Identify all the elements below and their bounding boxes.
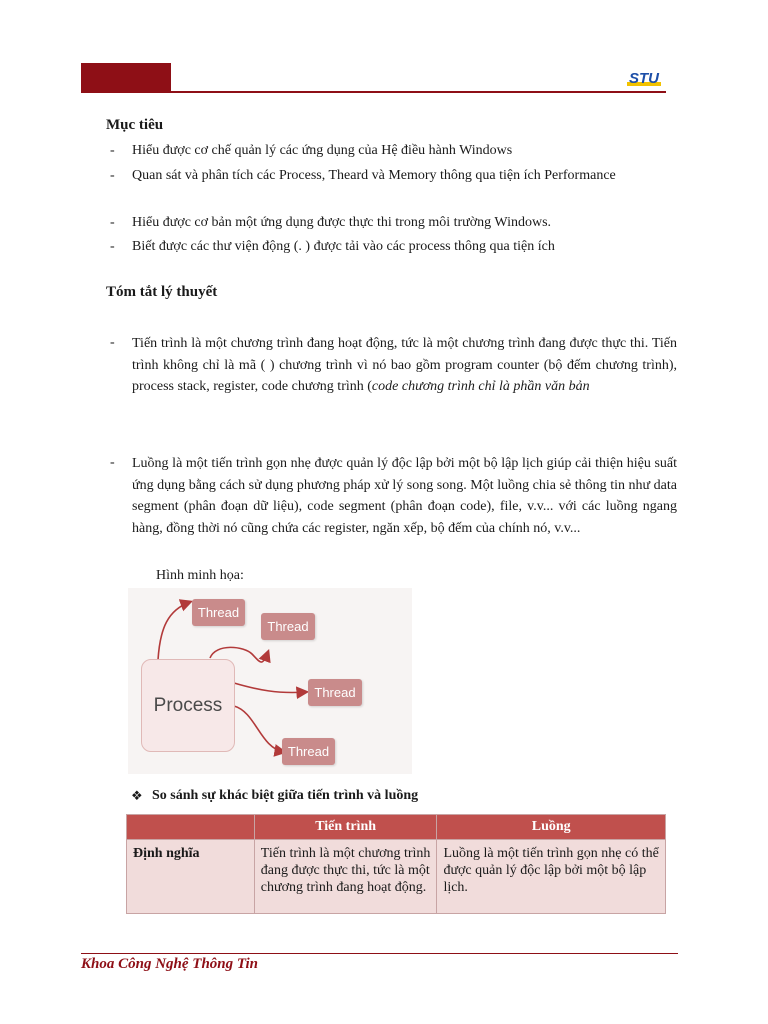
- stu-logo: [626, 68, 662, 88]
- diamond-bullet: ❖: [131, 788, 143, 803]
- objective-item: Hiểu được cơ chế quản lý các ứng dụng của Hệ điều hành Windows: [132, 143, 513, 158]
- table-header-row: [127, 815, 666, 840]
- objective-item: Hiểu được cơ bản một ứng dụng được thực thi trong môi trường Windows.: [132, 215, 552, 230]
- table-cell: Luồng là một tiến trình gọn nhẹ có thể được quản lý độc lập bởi một bộ lập lịch.: [437, 840, 666, 914]
- thread-box: Thread: [308, 679, 362, 706]
- process-box: Process: [141, 659, 235, 752]
- table-cell: Tiến trình là một chương trình đang được thực thi, tức là một chương trình đang hoạt động.: [254, 840, 437, 914]
- header-rule: [81, 91, 666, 93]
- process-definition-text: Tiến trình là một chương trình đang hoạt động, tức là một chương trình đang được thực thi. Tiến trình không chỉ là mã ( ) chương trình vì nó bao gồm program counter (bộ đếm chương trình), process stack, register, code chương trình (: [132, 336, 677, 394]
- table-row: [127, 840, 666, 914]
- process-definition-paragraph: [132, 333, 677, 398]
- logo-text: STU: [629, 70, 659, 87]
- bullet-dash: -: [110, 455, 115, 470]
- thread-box: Thread: [192, 599, 245, 626]
- table-header-cell: [127, 815, 255, 840]
- theory-heading: Tóm tắt lý thuyết: [106, 284, 218, 300]
- comparison-title: So sánh sự khác biệt giữa tiến trình và luồng: [152, 788, 419, 803]
- footer-text: Khoa Công Nghệ Thông Tin: [81, 956, 258, 972]
- bullet-dash: -: [110, 215, 115, 230]
- process-definition-italic: code chương trình chỉ là phần văn bản: [371, 379, 590, 394]
- table-row-label: Định nghĩa: [127, 840, 255, 914]
- thread-definition-paragraph: Luồng là một tiến trình gọn nhẹ được quản lý độc lập bởi một bộ lập lịch giúp cải thiện hiệu suất ứng dụng bằng cách sử dụng phương pháp xử lý song song. Một luồng chia sẻ thông tin như data segment (phân đoạn dữ liệu), code segment (phân đoạn code), file, v.v... với các luồng ngang hàng, đồng thời nó cũng chứa các register, ngăn xếp, bộ đếm của chính nó, v.v...: [132, 456, 677, 536]
- bullet-dash: -: [110, 239, 115, 254]
- footer-rule: [81, 953, 678, 954]
- thread-box: Thread: [282, 738, 335, 765]
- bullet-dash: -: [110, 143, 115, 158]
- header-accent-block: [81, 63, 171, 92]
- bullet-dash: -: [110, 168, 115, 183]
- table-header-cell: Luồng: [437, 815, 666, 840]
- objective-item: Quan sát và phân tích các Process, Theard và Memory thông qua tiện ích Performance: [132, 168, 616, 183]
- thread-box: Thread: [261, 613, 315, 640]
- objectives-heading: Mục tiêu: [106, 117, 164, 133]
- objective-item: Biết được các thư viện động (. ) được tải vào các process thông qua tiện ích: [132, 239, 555, 254]
- bullet-dash: -: [110, 335, 115, 350]
- illustration-label: Hình minh họa:: [156, 568, 244, 583]
- comparison-table: [126, 814, 666, 914]
- table-header-cell: Tiến trình: [254, 815, 437, 840]
